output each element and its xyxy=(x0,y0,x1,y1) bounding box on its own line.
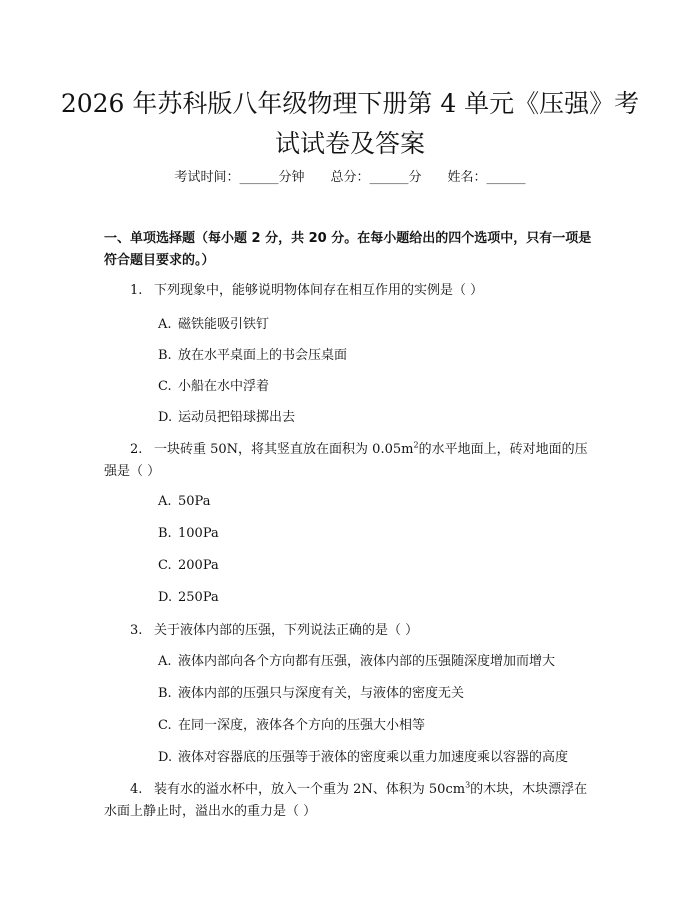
question-3-option-a xyxy=(158,652,598,672)
student-name-field: 姓名：______ xyxy=(447,170,526,185)
option-text: 50Pa xyxy=(178,494,211,509)
question-1-option-c xyxy=(158,377,598,397)
option-label: B. xyxy=(158,686,172,701)
option-text: 小船在水中浮着 xyxy=(178,379,270,394)
page-title: 2026 年苏科版八年级物理下册第 4 单元《压强》考试试卷及答案 xyxy=(60,89,640,158)
question-3-option-c xyxy=(158,716,598,736)
superscript: 3 xyxy=(465,780,471,790)
option-text: 250Pa xyxy=(178,590,219,605)
option-label: A. xyxy=(158,317,172,332)
question-1-option-d xyxy=(158,408,598,428)
question-3 xyxy=(104,620,600,642)
question-1 xyxy=(104,280,600,302)
section-heading: 一、单项选择题（每小题 2 分，共 20 分。在每小题给出的四个选项中，只有一项是符合题目要求的。） xyxy=(104,231,592,268)
superscript: 2 xyxy=(413,440,419,450)
option-text: 在同一深度，液体各个方向的压强大小相等 xyxy=(178,718,426,733)
question-text: 下列现象中，能够说明物体间存在相互作用的实例是（ ） xyxy=(154,283,484,298)
question-number: 2. xyxy=(130,442,143,457)
question-number: 1. xyxy=(130,283,143,298)
option-label: C. xyxy=(158,718,172,733)
option-text: 液体内部的压强只与深度有关，与液体的密度无关 xyxy=(178,686,465,701)
question-text-cont: 的木块，木块漂浮在水面上静止时，溢出水的重力是（ ） xyxy=(104,782,588,819)
option-label: D. xyxy=(158,410,173,425)
question-text-cont: 的水平地面上，砖对地面的压强是（ ） xyxy=(104,442,588,479)
option-label: D. xyxy=(158,750,173,765)
question-2-option-d xyxy=(158,588,598,608)
option-label: B. xyxy=(158,348,172,363)
option-label: C. xyxy=(158,379,172,394)
option-text: 100Pa xyxy=(178,526,219,541)
option-text: 磁铁能吸引铁钉 xyxy=(178,317,270,332)
option-label: A. xyxy=(158,494,172,509)
question-text: 装有水的溢水杯中，放入一个重为 2N、体积为 50cm xyxy=(154,782,466,797)
question-4 xyxy=(104,779,600,823)
question-text: 关于液体内部的压强，下列说法正确的是（ ） xyxy=(154,623,419,638)
question-2-option-a xyxy=(158,492,598,512)
option-text: 200Pa xyxy=(178,558,219,573)
option-label: B. xyxy=(158,526,172,541)
option-text: 液体内部向各个方向都有压强，液体内部的压强随深度增加而增大 xyxy=(178,654,556,669)
question-2 xyxy=(104,439,600,483)
total-score-field: 总分：______分 xyxy=(330,170,422,185)
option-label: D. xyxy=(158,590,173,605)
option-text: 液体对容器底的压强等于液体的密度乘以重力加速度乘以容器的高度 xyxy=(178,750,569,765)
question-number: 4. xyxy=(130,782,143,797)
question-3-option-b xyxy=(158,684,598,704)
option-label: A. xyxy=(158,654,172,669)
question-2-option-c xyxy=(158,556,598,576)
option-text: 运动员把铅球掷出去 xyxy=(178,410,296,425)
question-number: 3. xyxy=(130,623,143,638)
question-1-option-a xyxy=(158,315,598,335)
question-text: 一块砖重 50N，将其竖直放在面积为 0.05m xyxy=(154,442,414,457)
question-3-option-d xyxy=(158,748,598,768)
option-text: 放在水平桌面上的书会压桌面 xyxy=(178,348,348,363)
question-2-option-b xyxy=(158,524,598,544)
option-label: C. xyxy=(158,558,172,573)
exam-info-line xyxy=(0,168,700,188)
exam-time-field: 考试时间：______分钟 xyxy=(174,170,305,185)
question-1-option-b xyxy=(158,346,598,366)
